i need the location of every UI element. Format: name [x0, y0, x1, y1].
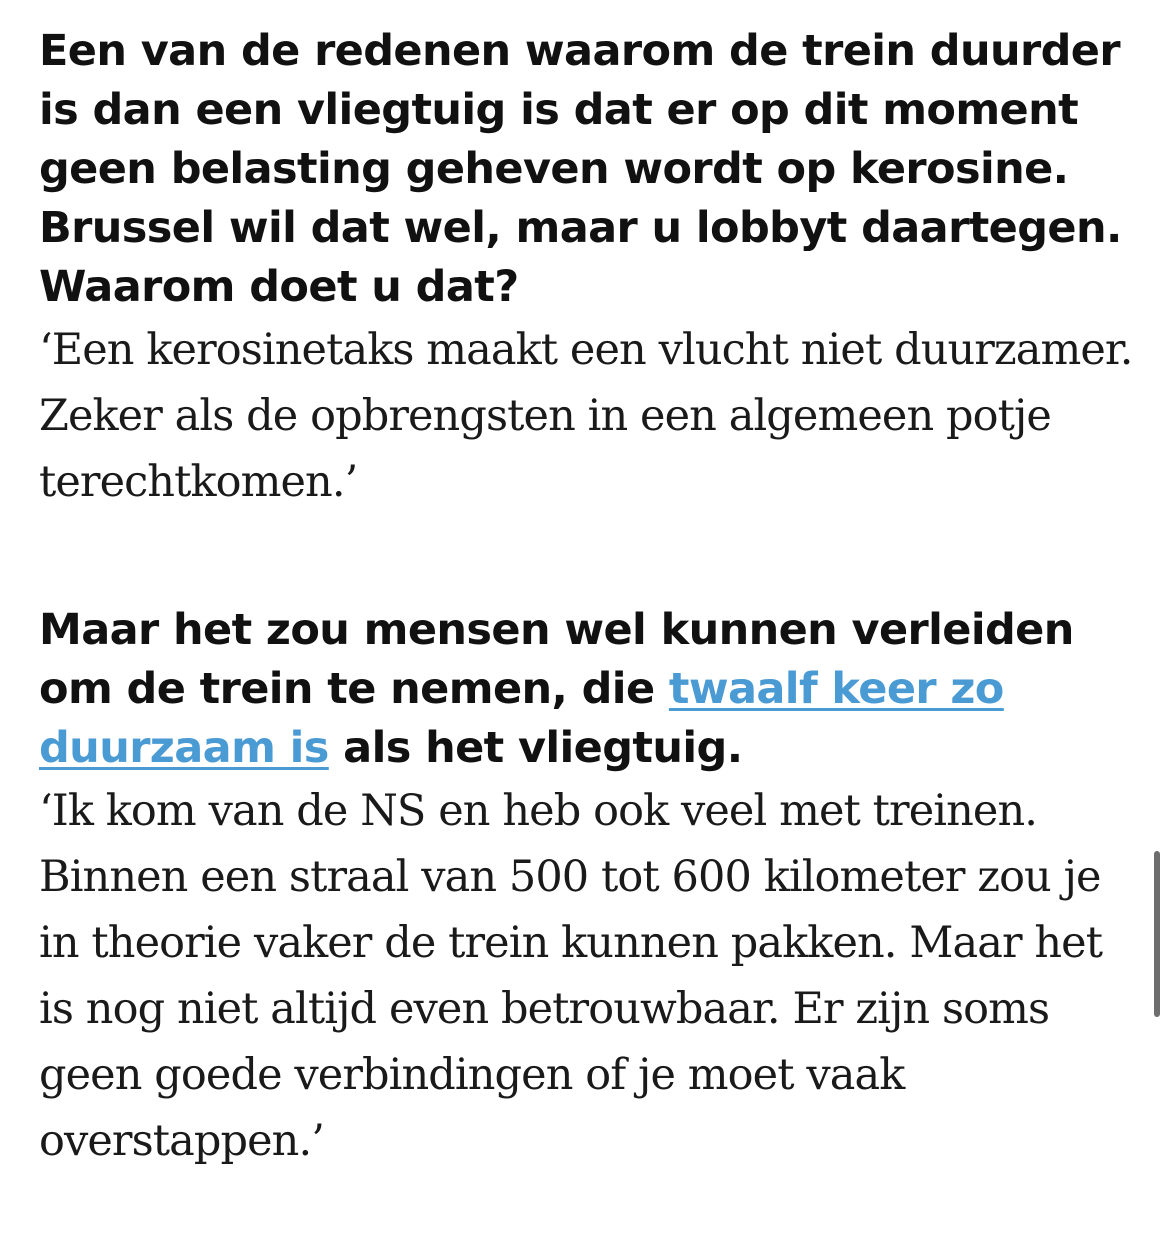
duurzaam-link[interactable]: twaalf keer zo duurzaam is	[39, 664, 1004, 773]
interview-answer-kerosine: ‘Een kerosinetaks maakt een vlucht niet duurzamer. Zeker als de opbrengsten in een algemeen potje terechtkomen.’	[39, 325, 1133, 507]
article-body	[39, 22, 1134, 1174]
question-text-end: als het vliegtuig.	[328, 723, 743, 773]
interview-question-trein	[39, 601, 1134, 778]
question-text-start: Maar het zou mensen wel kunnen verleiden om de trein te nemen, die	[39, 605, 1074, 714]
interview-answer-trein: ‘Ik kom van de NS en heb ook veel met treinen. Binnen een straal van 500 tot 600 kilometer zou je in theorie vaker de trein kunnen pakken. Maar het is nog niet altijd even betrouwbaar. Er zijn soms geen goede verbindingen of je moet vaak overstappen.’	[39, 786, 1103, 1166]
interview-question-kerosine: Een van de redenen waarom de trein duurder is dan een vliegtuig is dat er op dit moment geen belasting geheven wordt op kerosine. Brussel wil dat wel, maar u lobbyt daartegen. Waarom doet u dat?	[39, 26, 1122, 312]
scrollbar-thumb[interactable]	[1154, 851, 1160, 1017]
